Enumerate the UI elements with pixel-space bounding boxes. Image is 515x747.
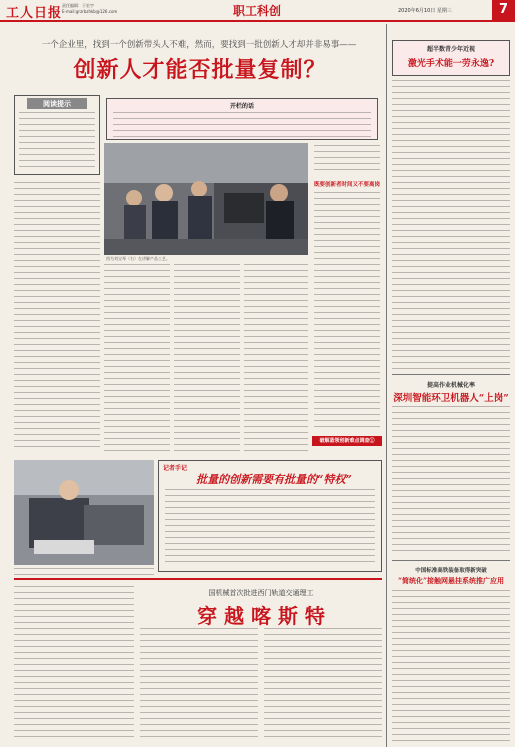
newspaper-logo: 工人日报 [6,6,63,21]
sidebar-story-2-title: 深圳智能环卫机器人“上岗” [393,393,509,404]
sidebar-story-2-kicker: 提高作业机械化率 [426,382,475,389]
editor-note-text [113,112,371,140]
reading-tip-text [19,112,95,172]
reading-tip-label: 阅读提示 [27,98,87,109]
lead-column-5a-text [314,145,380,175]
worker-photo [14,460,154,565]
lead-column-1-text [14,182,100,452]
reading-tip-box [14,95,100,175]
sidebar-story-3-title: “简统化”接触网悬挂系统推广应用 [397,576,505,585]
lead-column-2-text [104,264,170,454]
lead-column-4-text [244,264,308,454]
bottom-kicker: 国机械首次批进西门轨道交通理工 [208,589,314,597]
lead-callout: 既要创新者时间又不要离岗 [313,182,380,188]
lead-photo-caption: 图为刘宝琴（右）在讲解产品工艺。 [106,256,170,261]
sidebar-story-1-header [392,40,510,76]
commentary-kicker: 记者手记 [163,465,188,472]
commentary-box [158,460,382,572]
commentary-title: 批量的创新需要有批量的“特权” [196,473,352,486]
sidebar-story-2-text [392,406,510,556]
sidebar-rule-2 [392,560,510,561]
lead-column-3-text [174,264,240,454]
bottom-column-2-text [140,628,258,741]
sidebar-story-1-kicker: 超半数青少年近视 [426,46,475,53]
lead-column-5b-text [314,192,380,432]
lead-kicker: 一个企业里，找到一个创新带头人不难，然而，要找到一批创新人才却并非易事—— [41,40,357,50]
sidebar-story-3-text [392,590,510,742]
series-link[interactable]: 破解蓝领创新难点调查① [312,436,382,446]
page-number: 7 [492,0,515,20]
sidebar-rule-1 [392,374,510,375]
editor-note-title: 开栏的话 [229,103,254,110]
commentary-text [165,489,375,567]
lead-photo [104,143,308,255]
editor-note-box [106,98,378,140]
sidebar-story-3-kicker: 中国标准高铁装备取得新突破 [415,568,487,574]
worker-photo-caption [14,568,154,578]
bottom-title: 穿 越 喀 斯 特 [197,604,325,628]
masthead-editor: 责任编辑：于宏宇 [62,3,94,8]
masthead-email: E-mail:grzrbzhkb@126.com [62,9,118,14]
bottom-divider [14,578,382,580]
section-title: 职工科创 [232,4,281,18]
masthead-meta [62,3,117,15]
sidebar-story-1-text [392,80,510,370]
sidebar-story-1-title: 激光手术能一劳永逸? [407,59,495,69]
bottom-column-1-text [14,586,134,741]
issue-date: 2020年6月10日 星期三 [398,8,452,14]
lead-title: 创新人才能否批量复制？ [73,57,327,83]
bottom-column-3-text [264,628,382,741]
sidebar-divider [386,24,387,747]
